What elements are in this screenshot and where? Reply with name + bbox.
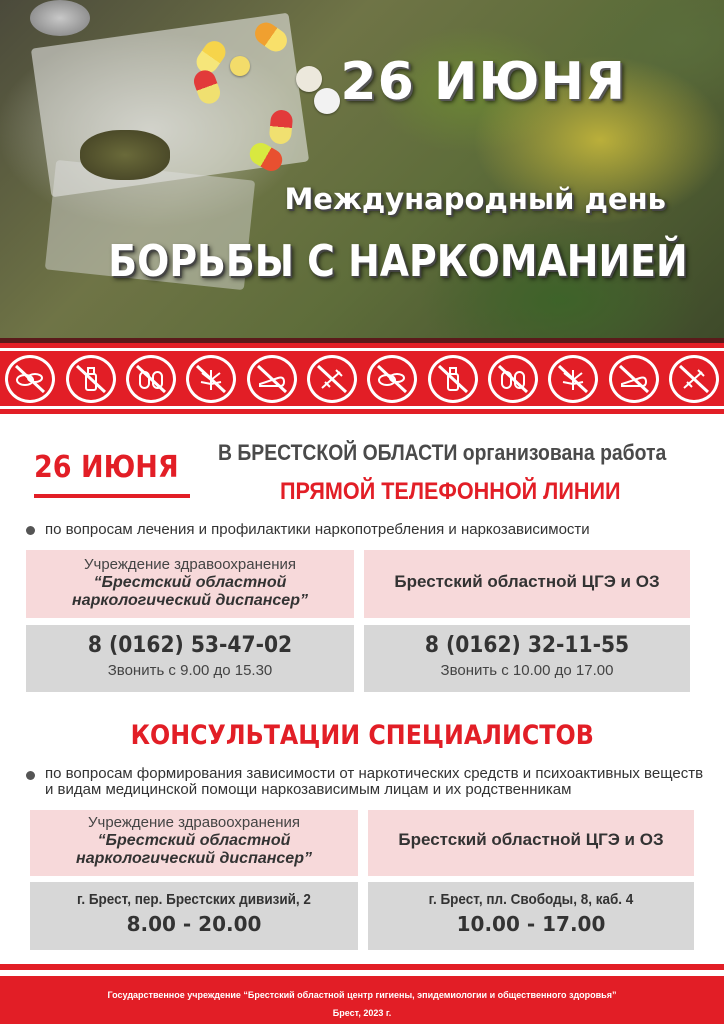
hero-date: 26 ИЮНЯ [340, 52, 626, 112]
phone-number[interactable]: 8 (0162) 53-47-02 [87, 633, 293, 658]
no-bottle-icon [428, 355, 478, 403]
no-cannabis-icon [548, 355, 598, 403]
hotline-institution-card-left [26, 550, 354, 618]
consult-institution-card-left [30, 810, 358, 876]
consult-institution-card-right [368, 810, 694, 876]
hotline-bullet-text: по вопросам лечения и профилактики наркопотребления и наркозависимости [45, 521, 590, 538]
hotline-phone-card-right [364, 625, 690, 692]
no-pills-icon [367, 355, 417, 403]
institution-name: “Брестский областной [93, 574, 287, 591]
consult-address-card-left [30, 882, 358, 950]
institution-name: Брестский областной ЦГЭ и ОЗ [398, 830, 664, 849]
phone-number[interactable]: 8 (0162) 32-11-55 [424, 633, 630, 658]
no-capsules-icon [488, 355, 538, 403]
institution-name: наркологический диспансер” [72, 592, 308, 609]
no-syringe-icon [307, 355, 357, 403]
spoon-illustration [30, 0, 90, 36]
opening-hours: 10.00 - 17.00 [456, 912, 606, 936]
institution-name: “Брестский областной [97, 832, 291, 849]
no-bottle-icon [66, 355, 116, 403]
consult-address-card-right [368, 882, 694, 950]
band-divider [0, 348, 724, 351]
tablet-illustration [230, 56, 250, 76]
hotline-date: 26 ИЮНЯ [34, 450, 179, 485]
call-hours: Звонить с 10.00 до 17.00 [440, 662, 614, 679]
no-cannabis-icon [186, 355, 236, 403]
no-capsules-icon [126, 355, 176, 403]
no-pipe-icon [247, 355, 297, 403]
consult-title [0, 720, 724, 751]
no-syringe-icon [669, 355, 719, 403]
address: г. Брест, пер. Брестских дивизий, 2 [77, 891, 311, 908]
no-pills-icon [5, 355, 55, 403]
consult-bullet-text: по вопросам формирования зависимости от наркотических средств и психоактивных веществ и видам медицинской помощи наркозависимым лицам и их родственникам [45, 765, 704, 798]
footer-city-year: Брест, 2023 г. [332, 1008, 392, 1018]
bullet-icon [26, 771, 35, 780]
hotline-intro: В БРЕСТСКОЙ ОБЛАСТИ организована работа [218, 440, 667, 465]
hero-title: БОРЬБЫ С НАРКОМАНИЕЙ [108, 236, 688, 287]
consult-bullet [26, 766, 705, 798]
tablet-illustration [314, 88, 340, 114]
opening-hours: 8.00 - 20.00 [126, 912, 262, 936]
address: г. Брест, пл. Свободы, 8, каб. 4 [428, 891, 634, 908]
footer-organization: Государственное учреждение “Брестский областной центр гигиены, эпидемиологии и общественного здоровья” [107, 990, 617, 1000]
institution-name: Брестский областной ЦГЭ и ОЗ [394, 572, 660, 591]
hotline-bullet [26, 521, 590, 538]
call-hours: Звонить с 9.00 до 15.30 [107, 662, 273, 679]
institution-name: наркологический диспансер” [76, 850, 312, 867]
date-underline [34, 494, 190, 498]
tablet-illustration [296, 66, 322, 92]
hotline-heading: ПРЯМОЙ ТЕЛЕФОННОЙ ЛИНИИ [280, 478, 621, 505]
band-divider [0, 406, 724, 409]
bullet-icon [26, 526, 35, 535]
footer-divider [0, 964, 724, 970]
hero-banner [0, 0, 724, 338]
footer [0, 976, 724, 1024]
hero-subtitle: Международный день [284, 182, 666, 216]
no-pipe-icon [609, 355, 659, 403]
institution-label: Учреждение здравоохранения [87, 814, 301, 831]
herb-illustration [80, 130, 170, 180]
hotline-phone-card-left [26, 625, 354, 692]
institution-label: Учреждение здравоохранения [83, 556, 297, 573]
prohibition-band [0, 338, 724, 414]
hotline-institution-card-right [364, 550, 690, 618]
consult-title-text: КОНСУЛЬТАЦИИ СПЕЦИАЛИСТОВ [130, 720, 594, 751]
